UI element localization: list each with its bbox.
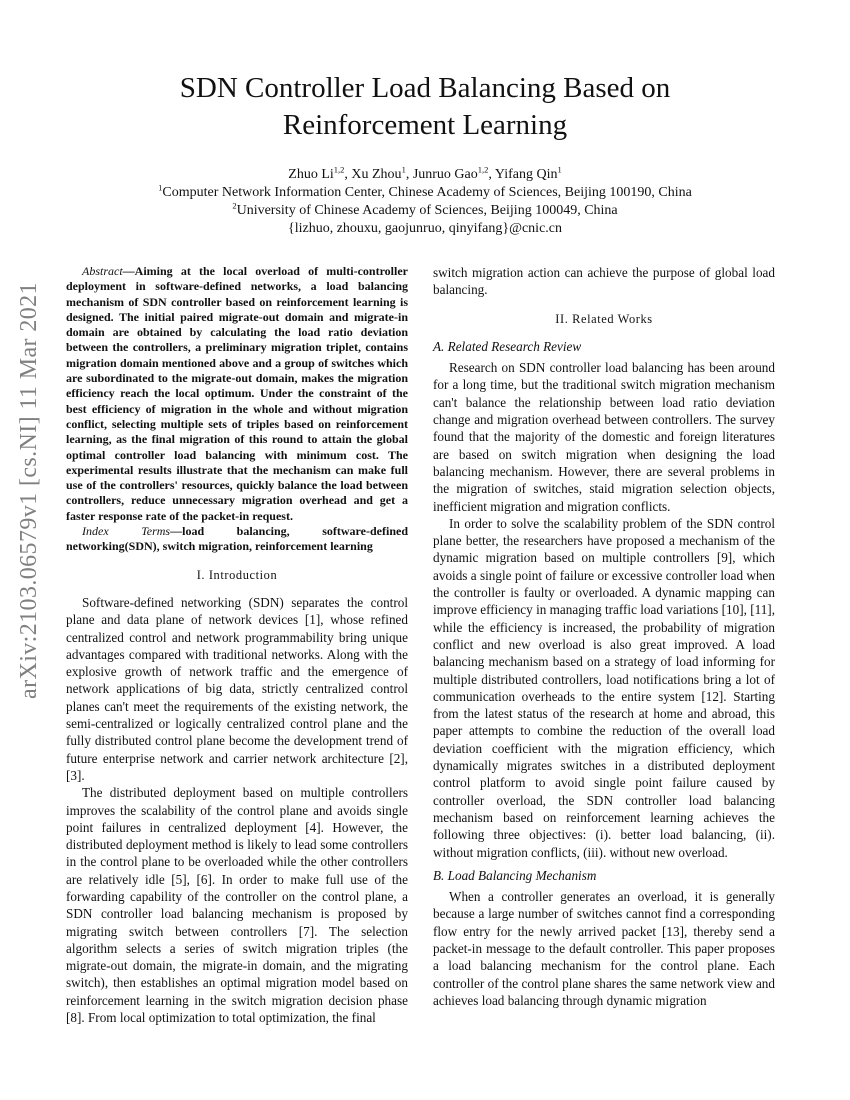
- paragraph: The distributed deployment based on multiple controllers improves the scalability of the control plane and avoids single point failures in centralized deployment [4]. However, the distributed deployment method is likely to lead some controllers in the control plane to be overloaded while the other controllers are relatively idle [5], [6]. In order to make full use of the forwarding capability of the controller on the control plane, a SDN controller load balancing mechanism is proposed by migrating switch between controllers [7]. The selection algorithm selects a series of switch migration triples (the migrate-out domain, the migrate-in domain, and the migrating switch), then establishes an optimal migration model based on reinforcement learning in the switch migration decision phase [8]. From local optimization to total optimization, the final: [66, 785, 408, 1026]
- affiliation-text: Computer Network Information Center, Chinese Academy of Sciences, Beijing 100190, China: [162, 185, 692, 200]
- arxiv-identifier[interactable]: arXiv:2103.06579v1 [cs.NI] 11 Mar 2021: [15, 281, 42, 699]
- index-terms-text: —load balancing, software-defined networking(SDN), switch migration, reinforcement learning: [66, 524, 408, 554]
- affiliation-mark: 2: [232, 200, 237, 211]
- index-terms-label: Index Terms: [82, 524, 171, 539]
- author-name: Junruo Gao: [412, 167, 478, 182]
- section-heading-introduction: I. Introduction: [196, 567, 278, 582]
- index-terms: [66, 524, 408, 555]
- author-affiliation-mark: 1: [401, 164, 406, 175]
- abstract-label: Abstract: [82, 264, 123, 278]
- author-affiliation-mark: 1: [557, 164, 562, 175]
- affiliation-2: [100, 202, 750, 220]
- author-name: Xu Zhou: [351, 167, 402, 182]
- abstract: [66, 264, 408, 524]
- paragraph: Software-defined networking (SDN) separates the control plane and data plane of network devices [1], whose refined centralized control and network programmability bring unique advantages compared with traditional networks. Along with the explosive growth of network traffic and the emergence of network applications of big data, strictly centralized control planes can't meet the requirements of the existing network, the semi-centralized or logically centralized control plane and the fully distributed control plane become the development trend of future enterprise network and carrier network architecture [2], [3].: [66, 594, 408, 783]
- subsection-heading-load-balancing: B. Load Balancing Mechanism: [433, 867, 597, 883]
- author-emails[interactable]: {lizhuo, zhouxu, gaojunruo, qinyifang}@cnic.cn: [288, 221, 562, 236]
- subsection-heading-related-research: A. Related Research Review: [433, 338, 582, 354]
- paper-title: SDN Controller Load Balancing Based on Reinforcement Learning: [179, 72, 671, 141]
- section-heading-related-works: II. Related Works: [555, 311, 653, 326]
- paragraph: Research on SDN controller load balancing has been around for a long time, but the traditional switch migration mechanism can't balance the relationship between load ratio deviation change and migration overhead between controllers. The survey found that the majority of the domestic and foreign literatures are based on switch migration when designing the load balancing mechanism. However, there are several problems in the migration of switches, staid migration selection objects, inefficient migration and migration conflicts.: [433, 360, 775, 514]
- arxiv-sidebar: [4, 281, 54, 699]
- paragraph: In order to solve the scalability problem of the SDN control plane better, the researchers have proposed a mechanism of the dynamic migration based on multiple controllers [9], which avoids a single point of failure or excessive controller load when the controller is faulty or overloaded. A dynamic mapping can improve efficiency in managing traffic load variations [10], [11], while the efficiency is increased, the probability of migration conflict and new overload is also great improved. A load balancing mechanism based on a strategy of load informing for multiple distributed controllers, load notifications bring a lot of communication overheads to the entire system [12]. Starting from the latest status of the research at home and abroad, this paper attempts to combine the reduction of the overall load deviation coefficient with the migration efficiency, which dynamically migrates switches in a distributed deployment control platform to avoid single point failure caused by controller overload, the SDN controller load balancing mechanism based on reinforcement learning achieves the following three objectives: (i). better load balancing, (ii). without migration conflicts, (iii). without new overload.: [433, 515, 775, 860]
- affiliation-1: [100, 184, 750, 202]
- right-column: [433, 264, 775, 1009]
- abstract-text: —Aiming at the local overload of multi-controller deployment in software-defined networks, a load balancing mechanism of SDN controller based on reinforcement learning is designed. The initial paired migrate-out domain and migrate-in domain are obtained by calculating the load ratio deviation between the controllers, a preliminary migration triplet, contains migration domain mentioned above and a group of switches which are subordinated to the migrate-out domain, makes the migration efficiency reach the local optimum. Under the constraint of the best efficiency of migration in the whole and without migration conflict, selecting multiple sets of triples based on reinforcement learning, as the final migration of this round to attain the global optimal controller load balancing with minimum cost. The experimental results illustrate that the mechanism can make full use of the controllers' resources, quickly balance the load between controllers, reduce unnecessary migration overhead and get a faster response rate of the packet-in request.: [66, 264, 408, 523]
- author-block: [100, 166, 750, 238]
- paragraph-continued: switch migration action can achieve the purpose of global load balancing.: [433, 265, 775, 298]
- paragraph: When a controller generates an overload, it is generally because a large number of switches cannot find a corresponding flow entry for the newly arrived packet [13], thereby send a packet-in message to the default controller. This paper proposes a load balancing mechanism for the control plane. Each controller of the control plane shares the same network view and achieves load balancing through dynamic migration: [433, 889, 775, 1008]
- left-column: [66, 264, 408, 1026]
- author-name: Zhuo Li: [288, 167, 334, 182]
- author-list: Zhuo Li$^{1,2}$, Xu Zhou$^1$, Junruo Gao$^{1,2}$, Yifang Qin$^1$: [288, 164, 562, 182]
- affiliation-mark: 1: [158, 182, 163, 193]
- affiliation-text: University of Chinese Academy of Sciences, Beijing 100049, China: [236, 203, 618, 218]
- author-name: Yifang Qin: [494, 167, 558, 182]
- author-affiliation-mark: 1,2: [333, 164, 345, 175]
- author-affiliation-mark: 1,2: [477, 164, 489, 175]
